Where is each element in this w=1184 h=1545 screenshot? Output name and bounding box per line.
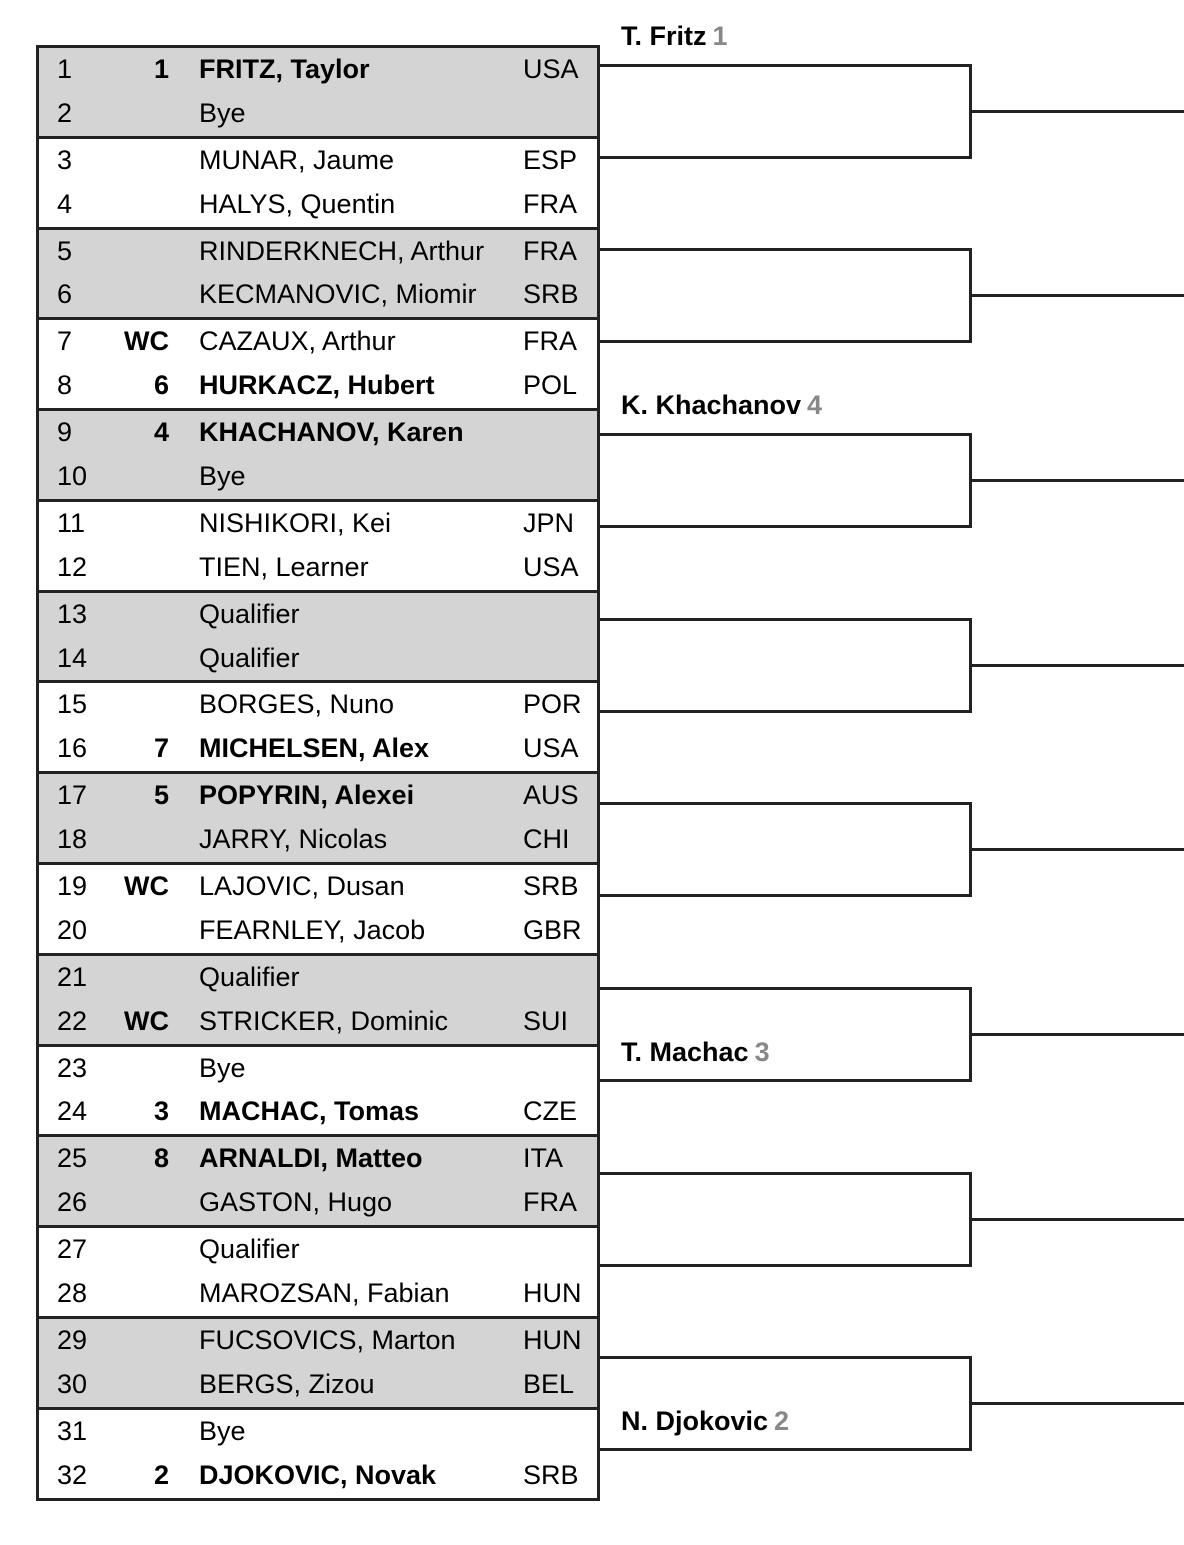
country-code: POR: [523, 689, 582, 720]
bracket-line: [600, 1172, 970, 1175]
player-name: Qualifier: [199, 961, 300, 992]
draw-position: 27: [57, 1234, 88, 1265]
second-round-player: [621, 1406, 789, 1436]
player-name: Bye: [199, 97, 246, 128]
player-name: RINDERKNECH, Arthur: [199, 235, 485, 266]
country-code: SUI: [523, 1005, 569, 1036]
country-code: CZE: [523, 1096, 577, 1127]
seed-label: WC: [124, 1005, 169, 1036]
bracket-line: [600, 64, 970, 67]
seed-label: 3: [153, 1096, 169, 1127]
country-code: JPN: [523, 507, 575, 538]
player-name: LAJOVIC, Dusan: [199, 871, 405, 902]
player-name: GASTON, Hugo: [199, 1187, 393, 1218]
winner-name: N. Djokovic: [621, 1405, 769, 1436]
draw-position: 1: [57, 54, 73, 84]
bracket-line: [970, 110, 1184, 113]
country-code: HUN: [523, 1324, 582, 1355]
seed-label: 4: [153, 417, 169, 448]
player-name: Qualifier: [199, 642, 300, 673]
draw-row: [39, 320, 597, 364]
country-code: USA: [523, 54, 579, 84]
winner-seed: 4: [807, 390, 823, 421]
seed-label: 2: [153, 1459, 169, 1490]
bracket-line: [600, 802, 970, 805]
seed-label: 6: [153, 370, 169, 401]
draw-row: [39, 1047, 597, 1091]
bracket-line: [600, 894, 970, 897]
seed-label: 8: [153, 1143, 169, 1174]
player-name: JARRY, Nicolas: [199, 824, 388, 855]
bracket-line: [970, 479, 1184, 482]
country-code: FRA: [523, 1187, 577, 1218]
draw-row: [39, 593, 597, 637]
draw-position: 9: [57, 417, 73, 448]
draw-position: 25: [57, 1143, 88, 1174]
country-code: SRB: [523, 1459, 579, 1490]
bracket-line: [970, 294, 1184, 297]
bracket-line: [600, 1264, 970, 1267]
bracket-line: [600, 1448, 970, 1451]
country-code: POL: [523, 370, 578, 401]
match-pair: [39, 502, 597, 593]
draw-row: [39, 818, 597, 862]
match-pair: [39, 230, 597, 321]
draw-position: 21: [57, 961, 88, 992]
match-pair: [39, 683, 597, 774]
country-code: ESP: [523, 144, 578, 175]
draw-position: 12: [57, 551, 88, 582]
match-pair: [39, 1410, 597, 1501]
winner-seed: 1: [712, 21, 728, 51]
bracket-line: [600, 525, 970, 528]
player-name: HURKACZ, Hubert: [199, 370, 435, 401]
draw-row: [39, 455, 597, 499]
draw-row: [39, 48, 597, 92]
match-pair: [39, 956, 597, 1047]
seed-label: 1: [153, 54, 169, 84]
country-code: ITA: [523, 1143, 563, 1174]
draw-position: 20: [57, 914, 88, 945]
bracket-line: [600, 248, 970, 251]
draw-row: [39, 774, 597, 818]
match-pair: [39, 865, 597, 956]
draw-position: 17: [57, 780, 88, 811]
draw-row: [39, 1181, 597, 1225]
player-name: Bye: [199, 461, 246, 492]
draw-position: 22: [57, 1005, 88, 1036]
draw-row: [39, 1363, 597, 1407]
winner-seed: 2: [774, 1405, 790, 1436]
player-name: FRITZ, Taylor: [199, 54, 370, 84]
draw-row: [39, 183, 597, 227]
draw-row: [39, 637, 597, 681]
draw-row: [39, 1272, 597, 1316]
country-code: SRB: [523, 871, 579, 902]
draw-row: [39, 1319, 597, 1363]
seed-label: WC: [124, 326, 169, 357]
bracket-line: [970, 1033, 1184, 1036]
player-name: POPYRIN, Alexei: [199, 780, 415, 811]
match-pair: [39, 1137, 597, 1228]
draw-position: 23: [57, 1052, 88, 1083]
draw-position: 5: [57, 235, 73, 266]
player-name: Qualifier: [199, 598, 300, 629]
draw-row: [39, 230, 597, 274]
second-round-player: [621, 1037, 770, 1067]
draw-position: 18: [57, 824, 88, 855]
country-code: FRA: [523, 235, 577, 266]
draw-position: 15: [57, 689, 88, 720]
bracket-line: [600, 1356, 970, 1359]
draw-position: 19: [57, 871, 88, 902]
player-name: Bye: [199, 1415, 246, 1446]
draw-position: 4: [57, 188, 73, 219]
bracket-line: [600, 710, 970, 713]
draw-position: 26: [57, 1187, 88, 1218]
draw-position: 11: [57, 507, 86, 538]
bracket-line: [970, 1402, 1184, 1405]
country-code: FRA: [523, 326, 577, 357]
bracket-line: [600, 340, 970, 343]
country-code: SRB: [523, 279, 579, 310]
draw-position: 24: [57, 1096, 88, 1127]
draw-row: [39, 1000, 597, 1044]
draw-row: [39, 683, 597, 727]
draw-row: [39, 727, 597, 771]
draw-row: [39, 502, 597, 546]
match-pair: [39, 774, 597, 865]
draw-position: 32: [57, 1459, 88, 1490]
draw-position: 28: [57, 1278, 88, 1309]
draw-row: [39, 956, 597, 1000]
draw-row: [39, 1410, 597, 1454]
bracket-line: [600, 156, 970, 159]
winner-seed: 3: [754, 1036, 770, 1067]
winner-name: T. Fritz: [621, 21, 707, 51]
match-pair: [39, 1228, 597, 1319]
player-name: KECMANOVIC, Miomir: [199, 279, 477, 310]
draw-row: [39, 1228, 597, 1272]
draw-position: 31: [57, 1415, 88, 1446]
match-pair: [39, 139, 597, 230]
seed-label: WC: [124, 871, 169, 902]
country-code: USA: [523, 733, 579, 764]
bracket-line: [600, 618, 970, 621]
country-code: HUN: [523, 1278, 582, 1309]
draw-position: 6: [57, 279, 73, 310]
country-code: GBR: [523, 914, 582, 945]
seed-label: 5: [153, 780, 169, 811]
player-name: FEARNLEY, Jacob: [199, 914, 426, 945]
player-name: MUNAR, Jaume: [199, 144, 395, 175]
first-round-draw-table: [36, 45, 600, 1501]
player-name: TIEN, Learner: [199, 551, 369, 582]
draw-position: 10: [57, 461, 88, 492]
country-code: CHI: [523, 824, 570, 855]
draw-row: [39, 1454, 597, 1498]
player-name: STRICKER, Dominic: [199, 1005, 449, 1036]
draw-position: 14: [57, 642, 88, 673]
draw-row: [39, 909, 597, 953]
draw-position: 16: [57, 733, 88, 764]
draw-row: [39, 139, 597, 183]
player-name: ARNALDI, Matteo: [199, 1143, 423, 1174]
match-pair: [39, 320, 597, 411]
seed-label: 7: [153, 733, 169, 764]
bracket-line: [970, 848, 1184, 851]
player-name: KHACHANOV, Karen: [199, 417, 464, 448]
bracket-line: [970, 664, 1184, 667]
player-name: MACHAC, Tomas: [199, 1096, 420, 1127]
player-name: Qualifier: [199, 1234, 300, 1265]
bracket-line: [600, 1079, 970, 1082]
winner-name: K. Khachanov: [621, 390, 802, 421]
draw-position: 7: [57, 326, 73, 357]
match-pair: [39, 1319, 597, 1410]
draw-position: 29: [57, 1324, 88, 1355]
draw-position: 3: [57, 144, 73, 175]
draw-row: [39, 865, 597, 909]
bracket-line: [600, 987, 970, 990]
player-name: CAZAUX, Arthur: [199, 326, 396, 357]
bracket-line: [970, 1218, 1184, 1221]
match-pair: [39, 48, 597, 139]
match-pair: [39, 1047, 597, 1138]
player-name: BERGS, Zizou: [199, 1368, 375, 1399]
second-round-player: [621, 21, 728, 51]
winner-name: T. Machac: [621, 1036, 749, 1067]
bracket-line: [600, 433, 970, 436]
player-name: NISHIKORI, Kei: [199, 507, 392, 538]
player-name: DJOKOVIC, Novak: [199, 1459, 437, 1490]
player-name: BORGES, Nuno: [199, 689, 395, 720]
draw-row: [39, 364, 597, 408]
country-code: FRA: [523, 188, 577, 219]
draw-row: [39, 92, 597, 136]
draw-row: [39, 1090, 597, 1134]
draw-position: 2: [57, 97, 73, 128]
player-name: Bye: [199, 1052, 246, 1083]
match-pair: [39, 411, 597, 502]
country-code: BEL: [523, 1368, 575, 1399]
draw-row: [39, 546, 597, 590]
player-name: MAROZSAN, Fabian: [199, 1278, 450, 1309]
draw-position: 30: [57, 1368, 88, 1399]
player-name: FUCSOVICS, Marton: [199, 1324, 456, 1355]
draw-position: 8: [57, 370, 73, 401]
match-pair: [39, 593, 597, 684]
draw-position: 13: [57, 598, 88, 629]
draw-row: [39, 1137, 597, 1181]
draw-row: [39, 411, 597, 455]
country-code: AUS: [523, 780, 579, 811]
player-name: MICHELSEN, Alex: [199, 733, 430, 764]
draw-row: [39, 273, 597, 317]
player-name: HALYS, Quentin: [199, 188, 396, 219]
second-round-player: [621, 390, 822, 420]
country-code: USA: [523, 551, 579, 582]
